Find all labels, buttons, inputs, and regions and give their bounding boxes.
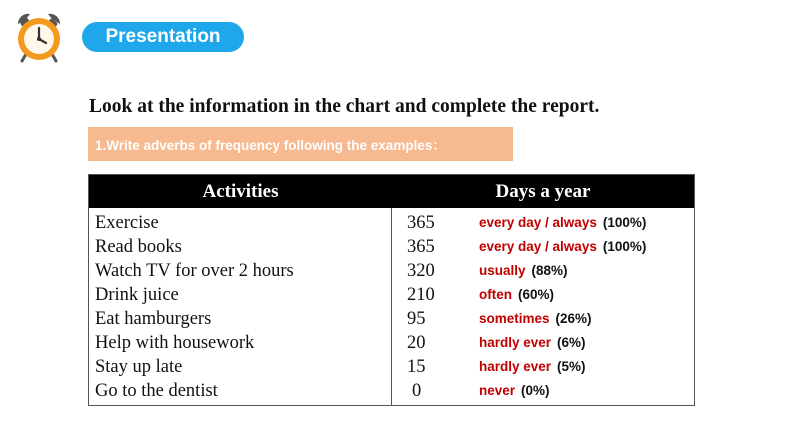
adverb-text: every day / always	[479, 215, 597, 230]
percent-text: (0%)	[521, 383, 550, 398]
presentation-badge: Presentation	[82, 22, 244, 52]
activity-cell: Exercise	[95, 213, 159, 233]
activity-cell: Eat hamburgers	[95, 309, 212, 329]
percent-text: (100%)	[602, 215, 647, 230]
percent-text: (60%)	[518, 287, 555, 302]
adverb-text: sometimes	[479, 311, 550, 326]
adverb-cell	[479, 307, 592, 331]
days-cell: 365	[407, 237, 435, 257]
table-row	[89, 283, 694, 307]
percent-text: (88%)	[531, 263, 568, 278]
adverb-cell	[479, 259, 568, 283]
table-header	[89, 175, 694, 208]
days-cell: 95	[407, 309, 426, 329]
table-row	[89, 379, 694, 403]
adverb-cell	[479, 379, 550, 403]
table-row	[89, 259, 694, 283]
table-row	[89, 235, 694, 259]
table-body	[89, 211, 694, 403]
days-cell: 20	[407, 333, 426, 353]
activity-cell: Watch TV for over 2 hours	[95, 261, 294, 281]
adverb-cell	[479, 235, 646, 259]
days-cell: 320	[407, 261, 435, 281]
table-row	[89, 211, 694, 235]
adverb-cell	[479, 211, 646, 235]
column-header-activities: Activities	[202, 180, 279, 202]
percent-text: (6%)	[557, 335, 586, 350]
table-row	[89, 331, 694, 355]
days-cell: 210	[407, 285, 435, 305]
percent-text: (26%)	[555, 311, 592, 326]
table-row	[89, 355, 694, 379]
adverb-text: never	[479, 383, 516, 398]
activity-cell: Drink juice	[95, 285, 179, 305]
activity-cell: Stay up late	[95, 357, 183, 377]
activity-cell: Help with housework	[95, 333, 255, 353]
percent-text: (5%)	[557, 359, 586, 374]
adverb-text: every day / always	[479, 239, 597, 254]
adverb-text: usually	[479, 263, 526, 278]
adverb-text: often	[479, 287, 512, 302]
days-cell: 365	[407, 213, 435, 233]
adverb-cell	[479, 355, 586, 379]
adverb-cell	[479, 283, 554, 307]
table-row	[89, 307, 694, 331]
frequency-table	[88, 174, 695, 406]
activity-cell: Go to the dentist	[95, 381, 218, 401]
days-cell: 0	[412, 381, 422, 401]
page-heading: Look at the information in the chart and complete the report.	[89, 96, 600, 117]
alarm-clock-icon	[12, 10, 66, 64]
adverb-text: hardly ever	[479, 359, 552, 374]
days-cell: 15	[407, 357, 426, 377]
adverb-text: hardly ever	[479, 335, 552, 350]
column-header-days: Days a year	[495, 180, 591, 202]
percent-text: (100%)	[602, 239, 647, 254]
activity-cell: Read books	[95, 237, 182, 257]
adverb-cell	[479, 331, 586, 355]
instruction-banner: 1.Write adverbs of frequency following the examples：	[88, 127, 513, 161]
